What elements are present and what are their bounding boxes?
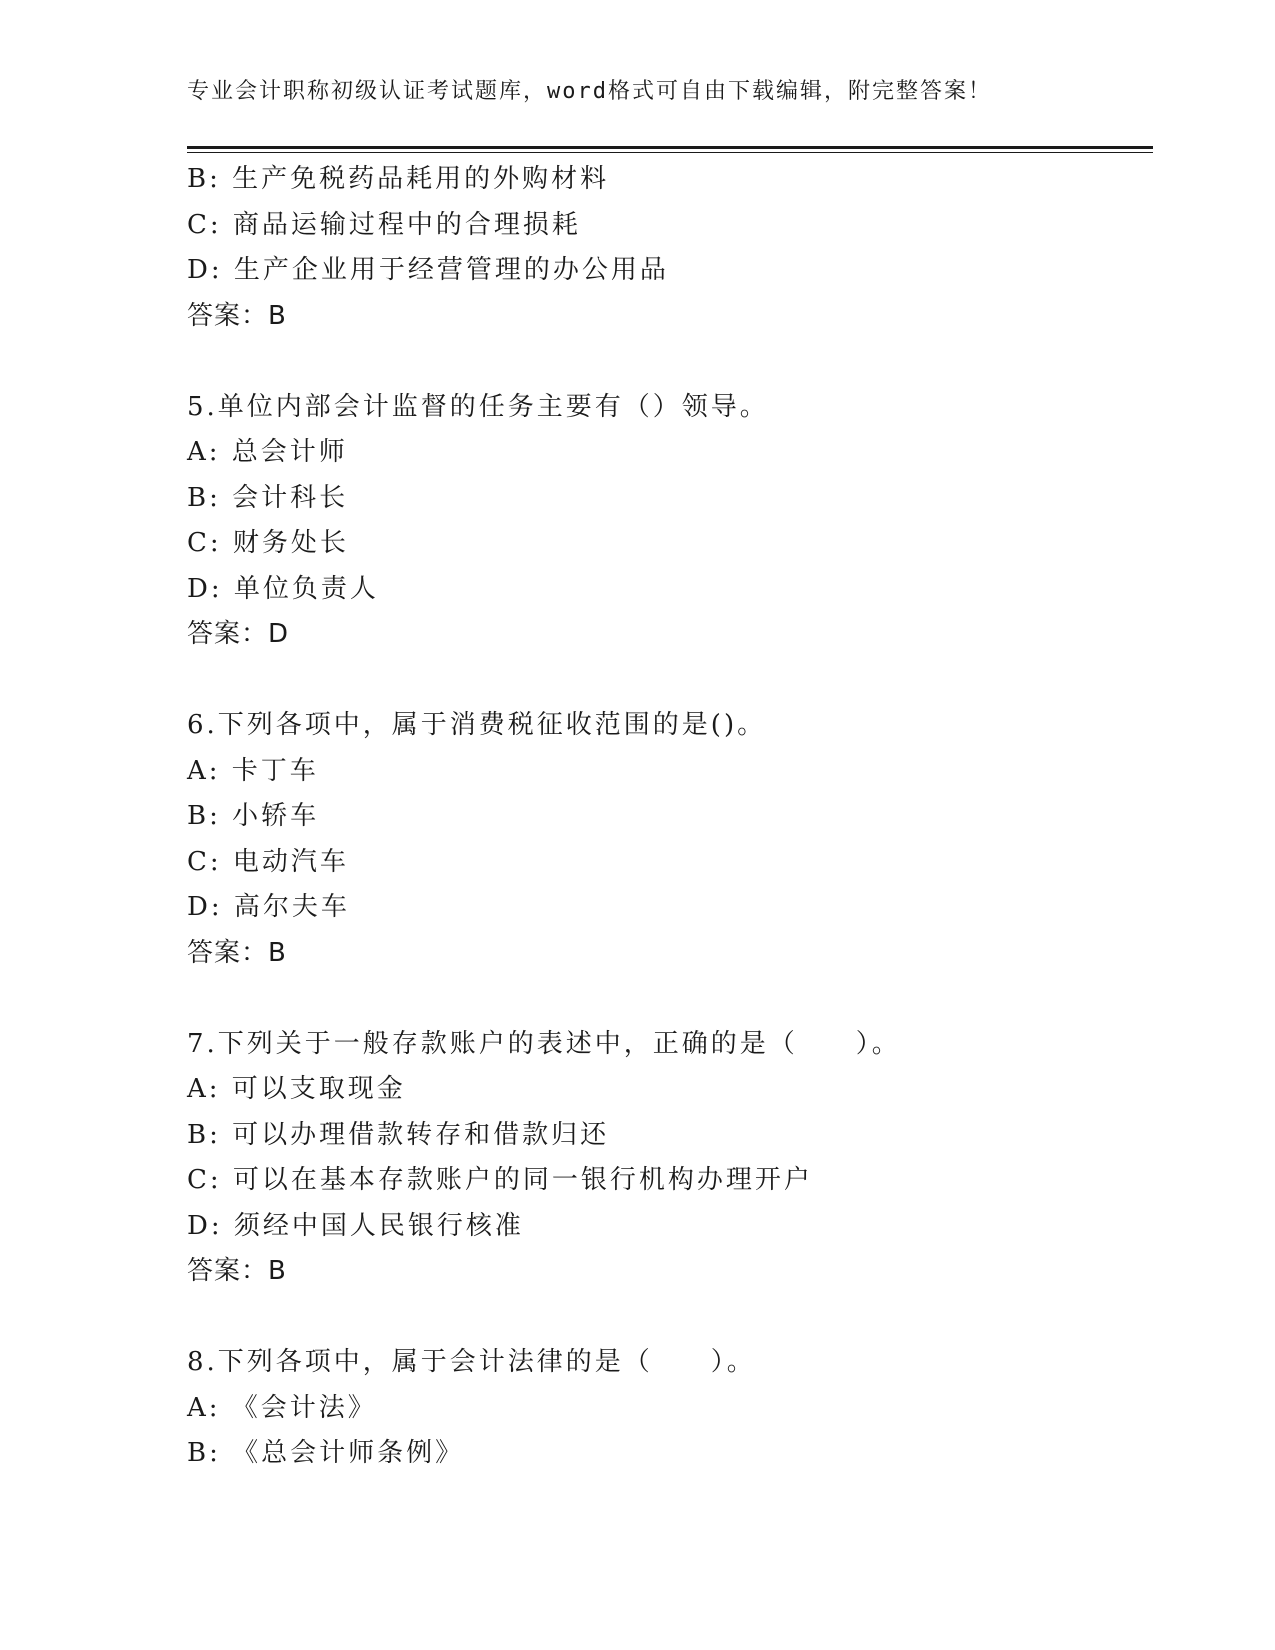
- question-continuation: [187, 157, 1153, 339]
- option-a: A: 可以支取现金: [187, 1074, 406, 1104]
- option-c: C: 财务处长: [187, 528, 349, 558]
- header-rule-thin: [187, 152, 1153, 153]
- option-d: D: 须经中国人民银行核准: [187, 1210, 524, 1241]
- question-stem: 6.下列各项中，属于消费税征收范围的是()。: [187, 710, 767, 740]
- option-c: C: 商品运输过程中的合理损耗: [187, 209, 581, 240]
- answer: 答案：B: [187, 937, 287, 968]
- option-d: D: 高尔夫车: [187, 892, 350, 922]
- question-8: [187, 1340, 1153, 1477]
- answer: 答案：B: [187, 1256, 287, 1286]
- option-b: B: 会计科长: [187, 482, 349, 513]
- answer: 答案：B: [187, 300, 287, 331]
- option-a: A: 总会计师: [187, 437, 348, 467]
- question-stem: 8.下列各项中，属于会计法律的是（ ）。: [187, 1347, 756, 1377]
- option-d: D: 生产企业用于经营管理的办公用品: [187, 255, 669, 285]
- question-5: [187, 385, 1153, 658]
- option-b: B: 生产免税药品耗用的外购材料: [187, 164, 610, 194]
- question-6: [187, 703, 1153, 976]
- page-header: 专业会计职称初级认证考试题库，word格式可自由下载编辑，附完整答案！: [187, 79, 992, 104]
- question-stem: 5.单位内部会计监督的任务主要有（）领导。: [187, 391, 769, 422]
- option-d: D: 单位负责人: [187, 573, 379, 604]
- answer: 答案：D: [187, 619, 290, 649]
- header-rule-thick: [187, 146, 1153, 149]
- option-b: B: 《总会计师条例》: [187, 1438, 465, 1468]
- question-list: [187, 157, 1153, 1477]
- question-7: [187, 1022, 1153, 1295]
- question-stem: 7.下列关于一般存款账户的表述中，正确的是（ ）。: [187, 1028, 901, 1059]
- option-b: B: 可以办理借款转存和借款归还: [187, 1119, 610, 1150]
- option-b: B: 小轿车: [187, 801, 320, 831]
- option-c: C: 可以在基本存款账户的同一银行机构办理开户: [187, 1165, 813, 1195]
- option-a: A: 卡丁车: [187, 755, 319, 786]
- option-c: C: 电动汽车: [187, 846, 349, 877]
- option-a: A: 《会计法》: [187, 1392, 377, 1423]
